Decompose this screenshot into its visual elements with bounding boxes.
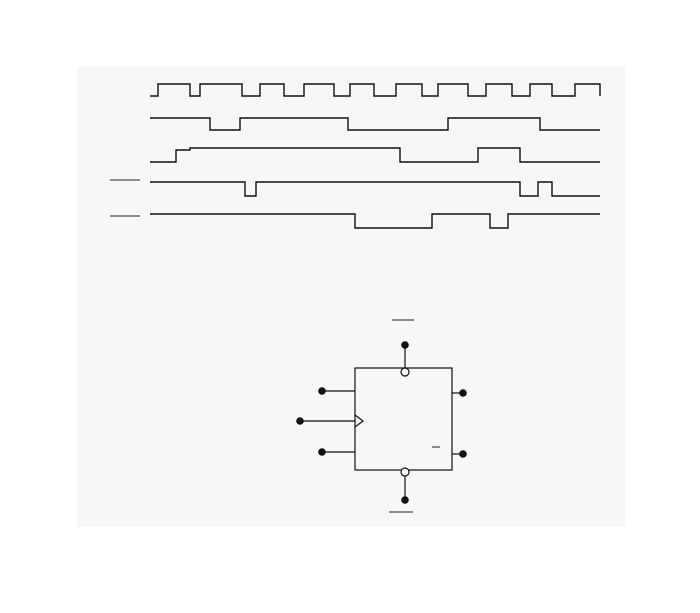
pre-bubble — [401, 368, 409, 376]
clr-bubble — [401, 468, 409, 476]
flip-flop-body — [355, 368, 452, 470]
j-waveform — [150, 118, 600, 130]
signal-labels — [110, 180, 140, 216]
clk-waveform — [150, 84, 600, 96]
pre-terminal — [402, 342, 408, 348]
clr-terminal — [402, 497, 408, 503]
q-terminal — [460, 390, 466, 396]
j-terminal — [319, 388, 325, 394]
k-terminal — [319, 449, 325, 455]
pre-waveform — [150, 182, 600, 196]
clk-terminal — [297, 418, 303, 424]
waveforms — [150, 84, 600, 228]
clr-waveform — [150, 214, 600, 228]
jk-flip-flop — [297, 342, 466, 503]
k-waveform — [150, 148, 600, 162]
flip-flop-labels — [389, 320, 440, 512]
qbar-terminal — [460, 451, 466, 457]
clock-triangle-icon — [355, 415, 363, 427]
